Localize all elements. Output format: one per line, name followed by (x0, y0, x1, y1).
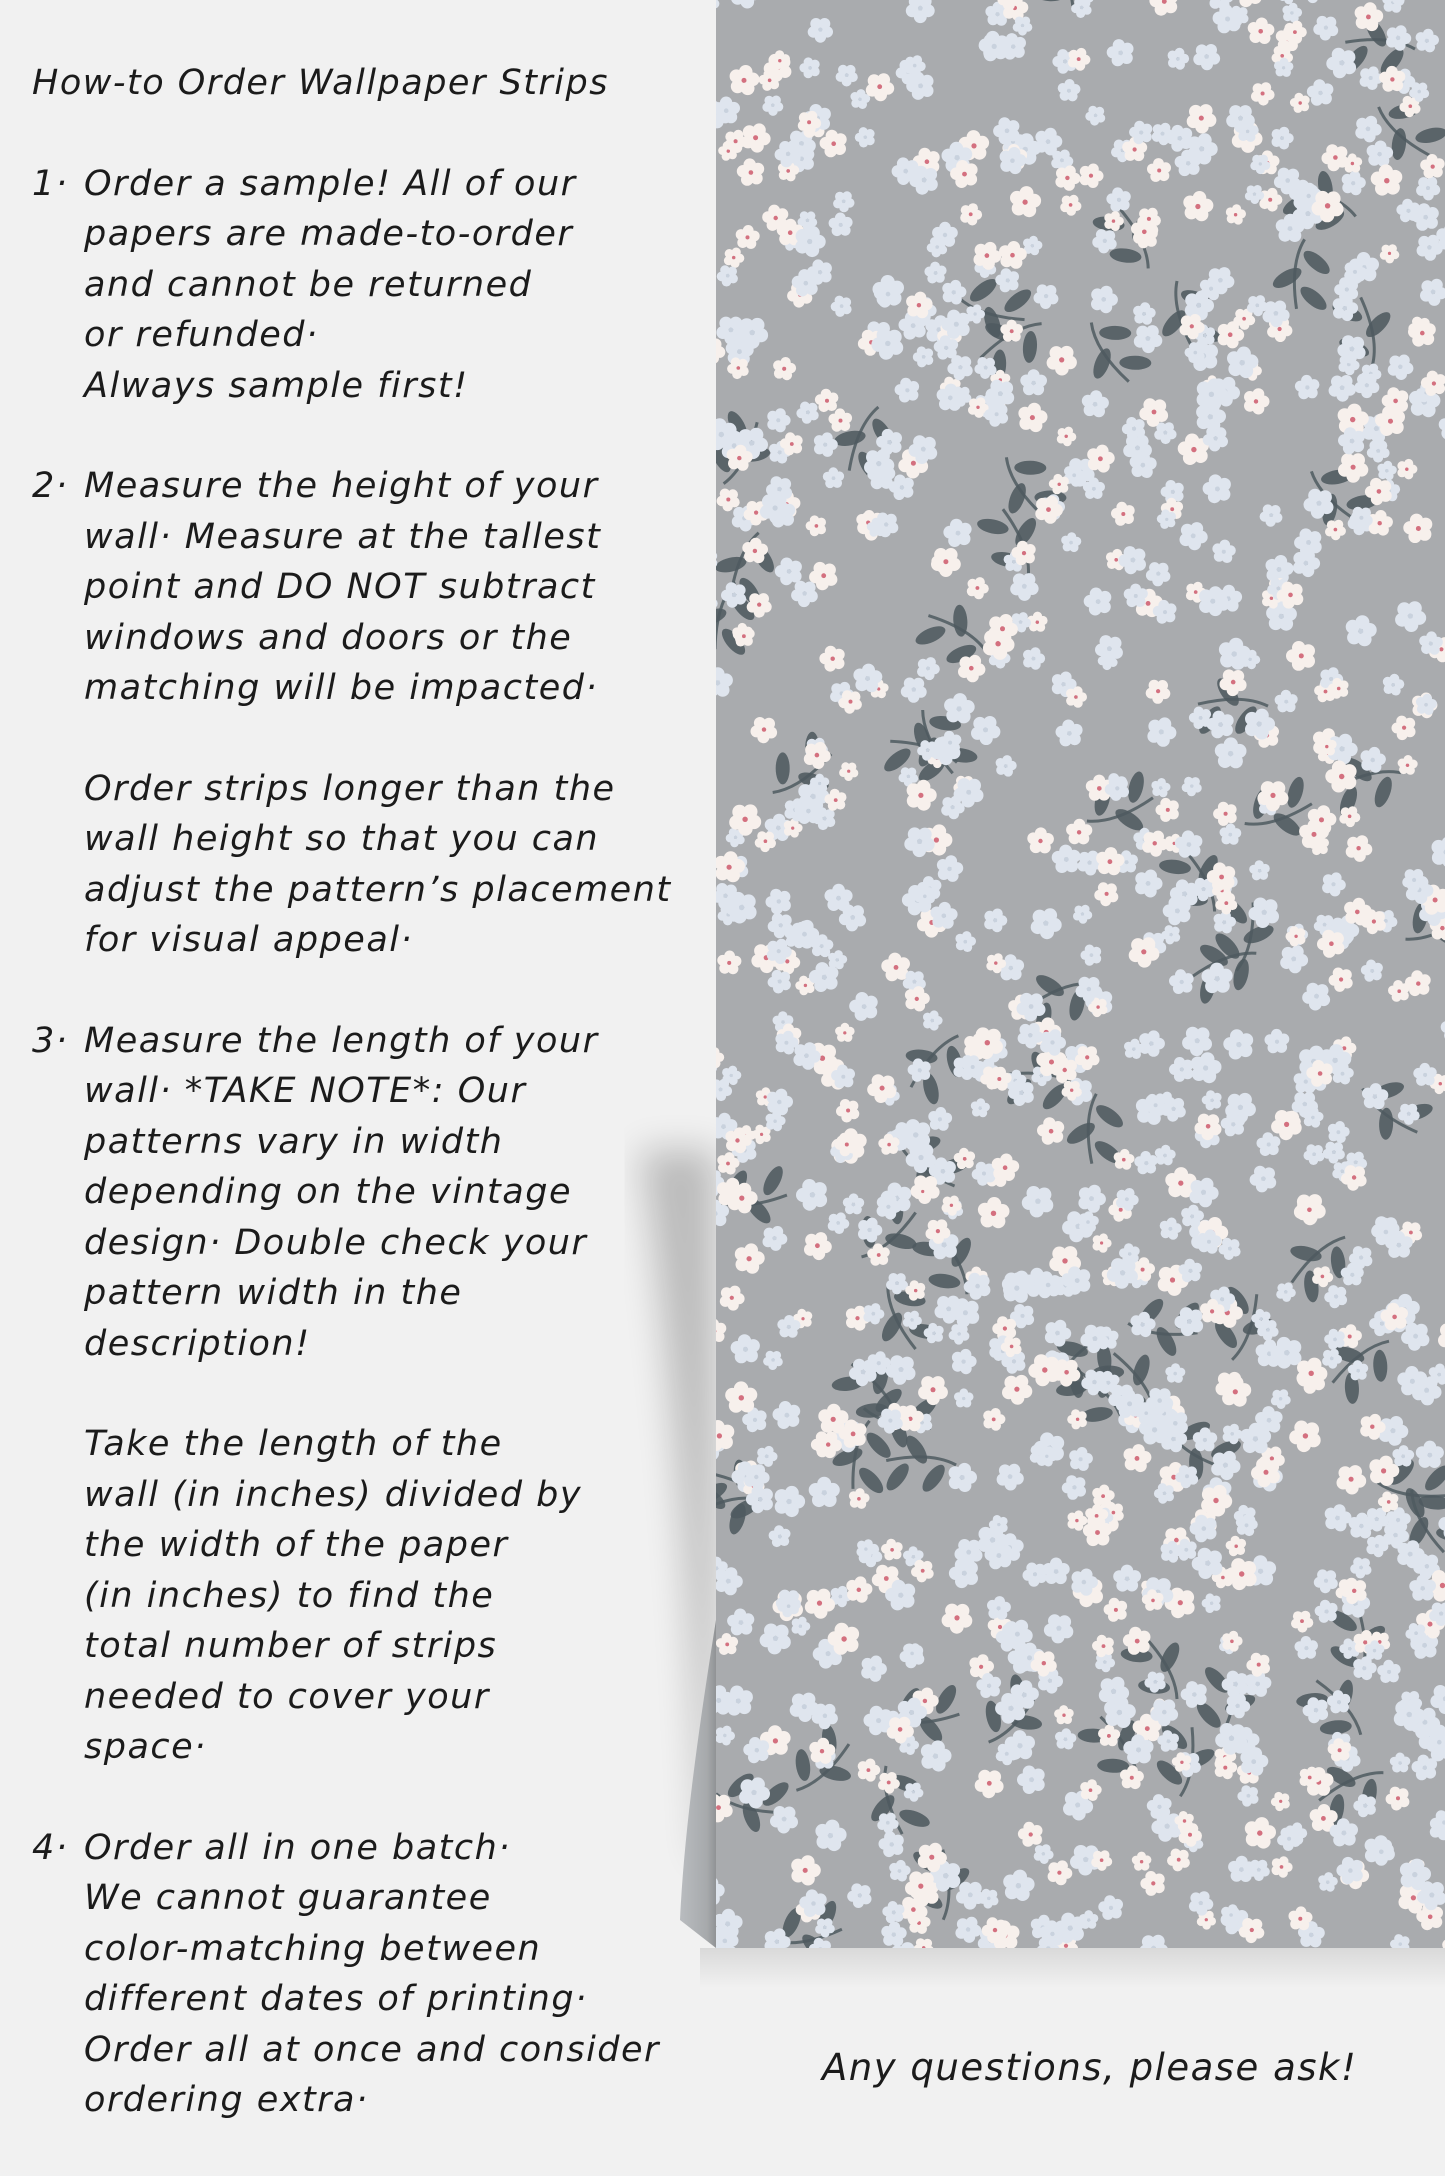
text-line: windows and doors or the (84, 613, 732, 664)
step-paragraph (84, 1016, 732, 1370)
text-line: Order a sample! All of our (84, 159, 732, 210)
text-line: the width of the paper (84, 1520, 732, 1571)
text-line: wall height so that you can (84, 814, 732, 865)
text-line: depending on the vintage (84, 1167, 732, 1218)
text-line: patterns vary in width (84, 1117, 732, 1168)
text-line: different dates of printing· (84, 1974, 732, 2025)
step-paragraph (84, 764, 732, 966)
step-paragraph (84, 159, 732, 412)
text-line: adjust the pattern’s placement (84, 865, 732, 916)
text-line: We cannot guarantee (84, 1873, 732, 1924)
text-line: (in inches) to find the (84, 1571, 732, 1622)
text-line: description! (84, 1319, 732, 1370)
step-2 (32, 461, 732, 966)
text-line: wall· Measure at the tallest (84, 512, 732, 563)
text-line: color-matching between (84, 1924, 732, 1975)
step-number: 1· (32, 159, 68, 210)
steps-list (32, 159, 732, 2126)
step-number: 2· (32, 461, 68, 512)
instructions-panel (32, 58, 732, 2176)
text-line: Order strips longer than the (84, 764, 732, 815)
text-line: for visual appeal· (84, 915, 732, 966)
text-line: wall (in inches) divided by (84, 1470, 732, 1521)
text-line: pattern width in the (84, 1268, 732, 1319)
step-number: 4· (32, 1823, 68, 1874)
text-line: matching will be impacted· (84, 663, 732, 714)
step-paragraph (84, 1419, 732, 1773)
text-line: and cannot be returned (84, 260, 732, 311)
text-line: wall· *TAKE NOTE*: Our (84, 1066, 732, 1117)
page-title: How-to Order Wallpaper Strips (32, 58, 732, 109)
step-4 (32, 1823, 732, 2126)
step-number: 3· (32, 1016, 68, 1067)
floor-shadow (700, 1948, 1445, 1988)
text-line: point and DO NOT subtract (84, 562, 732, 613)
text-line: Order all in one batch· (84, 1823, 732, 1874)
step-1 (32, 159, 732, 412)
text-line: Always sample first! (84, 361, 732, 412)
text-line: papers are made-to-order (84, 209, 732, 260)
step-3 (32, 1016, 732, 1773)
step-paragraph (84, 1823, 732, 2126)
text-line: or refunded· (84, 310, 732, 361)
text-line: ordering extra· (84, 2075, 732, 2126)
closing-note: Any questions, please ask! (822, 2046, 1357, 2089)
text-line: total number of strips (84, 1621, 732, 1672)
text-line: Measure the length of your (84, 1016, 732, 1067)
text-line: Measure the height of your (84, 461, 732, 512)
text-line: space· (84, 1722, 732, 1773)
step-paragraph (84, 461, 732, 714)
text-line: Order all at once and consider (84, 2025, 732, 2076)
text-line: needed to cover your (84, 1672, 732, 1723)
text-line: Take the length of the (84, 1419, 732, 1470)
text-line: design· Double check your (84, 1218, 732, 1269)
